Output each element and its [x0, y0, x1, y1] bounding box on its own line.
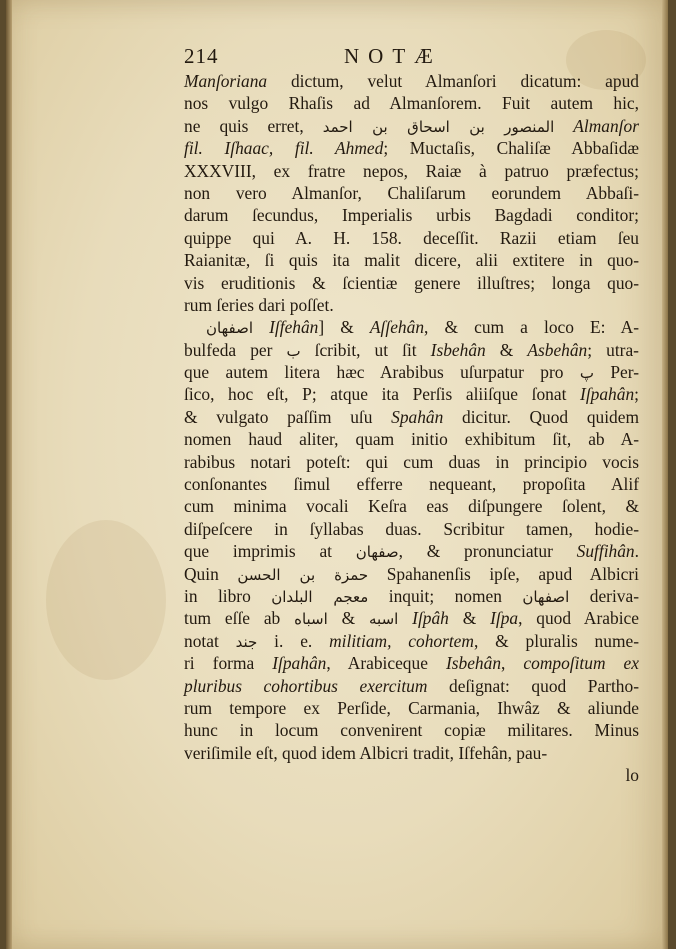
italic-text: Iſpa	[490, 608, 519, 629]
paper-stain	[46, 520, 166, 680]
text-segment: conſonantes ſimul efferre nequeant, propoſita Alif	[184, 474, 639, 495]
text-segment: rum ſeries dari poſſet.	[184, 294, 334, 315]
text-segment	[253, 317, 269, 337]
arabic-text: معجم البلدان	[271, 587, 369, 606]
text-segment: dicitur. Quod quidem	[443, 406, 639, 427]
text-segment: ſico, hoc eſt, P; atque ita Perſis aliiſque ſonat	[184, 384, 581, 405]
text-segment: que autem litera hæc Arabibus uſurpatur pro	[184, 362, 580, 383]
text-line	[184, 742, 639, 764]
italic-text: Iſpâh	[412, 608, 449, 629]
arabic-text: پ	[579, 364, 594, 383]
text-line	[184, 764, 639, 786]
page-number: 214	[184, 44, 219, 68]
text-line	[184, 563, 639, 585]
text-line	[184, 70, 639, 92]
italic-text: Asbehân	[527, 339, 588, 360]
text-line	[184, 540, 639, 562]
arabic-text: اسبه	[369, 610, 399, 629]
text-segment: Quin	[184, 563, 238, 584]
text-segment: Spahanenſis ipſe, apud Albicri	[368, 563, 639, 584]
text-segment: rabibus notari poteſt: qui cum duas in principio vocis	[184, 451, 639, 472]
italic-text: Aſſehân	[369, 317, 425, 338]
text-segment: nos vulgo Rhaſis ad Almanſorem. Fuit autem hic,	[184, 93, 639, 114]
italic-text: Isbehân	[445, 653, 502, 674]
page-header	[184, 44, 638, 70]
italic-text: militiam, cohortem	[329, 630, 474, 651]
text-segment: XXXVIII, ex fratre nepos, Raiæ à patruo præfectus;	[184, 160, 639, 181]
text-segment: nomen haud aliter, quam initio exhibitum ſit, ab A-	[184, 429, 639, 450]
text-segment: & vulgato paſſim uſu	[184, 406, 392, 427]
text-segment: vis eruditionis & ſcientiæ genere illuſtres; longa quo-	[184, 272, 639, 293]
text-line	[184, 719, 639, 741]
text-line	[184, 115, 639, 137]
text-segment: &	[485, 339, 528, 360]
text-line	[184, 607, 639, 629]
text-segment: cum minima vocali Keſra eas diſpungere ſolent, &	[184, 496, 639, 517]
text-segment: ; utra-	[587, 339, 639, 360]
text-line	[184, 630, 639, 652]
text-line	[184, 652, 639, 674]
text-line	[184, 204, 639, 226]
text-segment: notat	[184, 630, 236, 651]
arabic-text: صفهان	[355, 543, 399, 562]
italic-text: fil. Iſhaac, fil. Ahmed	[184, 138, 384, 159]
text-segment: darum ſecundus, Imperialis urbis Bagdadi conditor;	[184, 205, 639, 226]
body-text	[184, 70, 639, 787]
text-segment: bulfeda per	[184, 339, 287, 360]
italic-text: compoſitum ex	[523, 653, 639, 674]
italic-text: pluribus cohortibus exercitum	[184, 675, 428, 696]
text-segment: Per-	[593, 362, 639, 383]
text-line	[184, 137, 639, 159]
text-segment: ri forma	[184, 653, 273, 674]
text-segment: deſignat: quod Partho-	[427, 675, 639, 696]
text-line	[184, 316, 639, 338]
text-line	[184, 495, 639, 517]
text-segment	[554, 116, 573, 136]
text-segment: &	[448, 608, 491, 629]
text-segment: Raianitæ, ſi quis ita malit dicere, alii extitere in quo-	[184, 250, 639, 271]
text-segment: ,	[501, 653, 524, 674]
text-segment: deriva-	[569, 585, 639, 606]
text-line	[184, 428, 639, 450]
text-segment: , & pronunciatur	[398, 541, 577, 562]
text-segment: &	[327, 608, 369, 629]
text-segment: , Arabiceque	[326, 653, 446, 674]
text-line	[184, 451, 639, 473]
text-segment: ; Muctaſis, Chaliſæ Abbaſidæ	[383, 138, 639, 159]
text-line	[184, 227, 639, 249]
text-line	[184, 361, 639, 383]
italic-text: Iſpahân	[580, 384, 635, 405]
book-page	[6, 0, 668, 949]
page-fore-edge	[662, 0, 668, 949]
text-line	[184, 518, 639, 540]
text-segment: ſcribit, ut ſit	[300, 339, 431, 360]
text-segment: tum eſſe ab	[184, 608, 295, 629]
text-segment: .	[634, 541, 639, 562]
text-segment: , & cum a loco E: A-	[424, 317, 639, 338]
arabic-text: اصفهان	[522, 587, 570, 606]
text-segment: que imprimis at	[184, 541, 356, 562]
text-segment	[398, 608, 412, 628]
text-line	[184, 675, 639, 697]
text-segment: inquit; nomen	[368, 585, 523, 606]
text-segment: veriſimile eſt, quod idem Albicri tradit, Iſfehân, pau-	[184, 742, 548, 763]
text-line	[184, 249, 639, 271]
arabic-text: اسباه	[294, 610, 328, 629]
italic-text: Spahân	[391, 406, 444, 427]
text-segment: i. e.	[257, 630, 330, 651]
italic-text: Manſoriana	[184, 71, 268, 91]
arabic-text: جند	[235, 632, 258, 651]
arabic-text: حمزة بن الحسن	[237, 565, 369, 584]
italic-text: Iſfehân	[269, 317, 319, 338]
text-segment: dictum, velut Almanſori dicatum: apud	[267, 71, 639, 91]
text-line	[184, 160, 639, 182]
text-line	[184, 406, 639, 428]
text-segment: non vero Almanſor, Chaliſarum eorundem Abbaſi-	[184, 182, 639, 203]
text-segment: diſpeſcere in ſyllabas duas. Scribitur tamen, hodie-	[184, 518, 639, 539]
text-line	[184, 272, 639, 294]
text-segment: quippe qui A. H. 158. deceſſit. Razii etiam ſeu	[184, 227, 639, 248]
text-segment: hunc in locum convenirent copiæ militares. Minus	[184, 720, 639, 741]
italic-text: Suffihân	[576, 541, 635, 562]
text-segment: ne quis erret,	[184, 115, 323, 136]
text-line	[184, 473, 639, 495]
arabic-text: اصفهان	[206, 319, 253, 338]
page-gutter	[6, 0, 12, 949]
text-line	[184, 697, 639, 719]
text-line	[184, 92, 639, 114]
text-line	[184, 339, 639, 361]
text-segment: lo	[625, 765, 639, 786]
text-segment: , & pluralis nume-	[473, 630, 639, 651]
text-segment: ] &	[318, 317, 370, 338]
text-segment: ;	[634, 384, 639, 405]
italic-text: Almanſor	[573, 115, 639, 136]
arabic-text: المنصور بن اسحاق بن احمد	[322, 117, 555, 136]
text-segment: rum tempore ex Perſide, Carmania, Ihwâz & aliunde	[184, 697, 639, 718]
text-segment: in libro	[184, 585, 272, 606]
arabic-text: ب	[286, 341, 301, 360]
italic-text: Isbehân	[430, 339, 486, 360]
text-line	[184, 585, 639, 607]
text-line	[184, 383, 639, 405]
text-line	[184, 182, 639, 204]
text-line	[184, 294, 639, 316]
italic-text: Iſpahân	[272, 653, 327, 674]
running-head: NOTÆ	[344, 44, 442, 68]
text-segment: , quod Arabice	[518, 608, 639, 629]
